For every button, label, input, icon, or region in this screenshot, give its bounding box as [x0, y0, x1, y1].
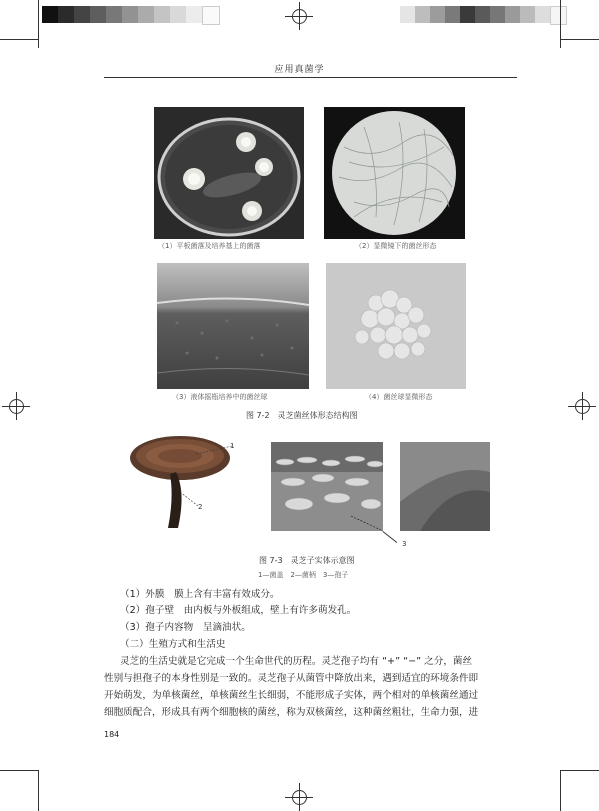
body-paragraph-line: 灵芝的生活史就是它完成一个生命世代的历程。灵芝孢子均有 “+” “−” 之分，菌丝: [120, 656, 473, 667]
crop-line: [38, 0, 39, 48]
running-header: 应用真菌学: [274, 65, 325, 75]
registration-bars-left: [42, 6, 220, 23]
section-heading: （二）生殖方式和生活史: [120, 639, 226, 650]
leader-line: [382, 531, 397, 543]
figure-label-number: 1: [230, 442, 235, 450]
photo-hyphae-microscope: [324, 107, 465, 239]
body-paragraph-line: 性别与担孢子的本身性别是一致的。灵芝孢子从菌管中降放出来，遇到适宜的环境条件即: [104, 673, 479, 684]
photo-lingzhi-cultivation: [271, 442, 383, 531]
figure-caption: （2）显微镜下的菌丝形态: [355, 242, 437, 250]
registration-bars-right: [400, 6, 567, 23]
crop-line: [561, 770, 599, 771]
page-number: 184: [104, 730, 120, 739]
photo-shake-flask: [157, 263, 309, 389]
figure-caption: （4）菌丝球显微形态: [365, 393, 433, 401]
body-paragraph-line: 开始萌发，为单核菌丝，单核菌丝生长细弱，不能形成子实体，两个相对的单核菌丝通过: [104, 690, 479, 701]
registration-crosshair-icon: [285, 783, 313, 811]
crop-line: [560, 0, 561, 48]
body-list-item: （2）孢子壁 由内板与外板组成，壁上有许多萌发孔。: [120, 605, 357, 616]
crop-line: [560, 770, 561, 811]
crop-line: [0, 39, 38, 40]
figure-label-number: 2: [198, 503, 203, 511]
figure-caption: （3）液体摇瓶培养中的菌丝球: [172, 393, 268, 401]
registration-crosshair-icon: [568, 392, 596, 420]
figure-title: 图 7-2 灵芝菌丝体形态结构图: [246, 411, 358, 420]
header-rule: [104, 77, 517, 78]
body-list-item: （1）外膜 膜上含有丰富有效成分。: [120, 589, 280, 600]
illustration-lingzhi-fruiting-body: [128, 432, 238, 532]
registration-crosshair-icon: [2, 392, 30, 420]
figure-label-number: 3: [402, 540, 407, 548]
photo-mycelium-pellets: [326, 263, 466, 389]
crop-line: [0, 770, 38, 771]
figure-caption: （1）平板菌落及培养基上的菌落: [158, 242, 261, 250]
crop-line: [561, 39, 599, 40]
registration-crosshair-icon: [285, 2, 313, 30]
figure-legend: 1—菌盖 2—菌柄 3—孢子: [258, 571, 349, 579]
body-paragraph-line: 细胞质配合，形成具有两个细胞核的菌丝，称为双核菌丝，这种菌丝粗壮，生命力强，进: [104, 707, 479, 718]
crop-line: [38, 770, 39, 811]
figure-title: 图 7-3 灵芝子实体示意图: [259, 556, 355, 565]
photo-spores-closeup: [400, 442, 490, 531]
body-list-item: （3）孢子内容物 呈滴油状。: [120, 622, 251, 633]
photo-petri-dish: [154, 107, 304, 239]
